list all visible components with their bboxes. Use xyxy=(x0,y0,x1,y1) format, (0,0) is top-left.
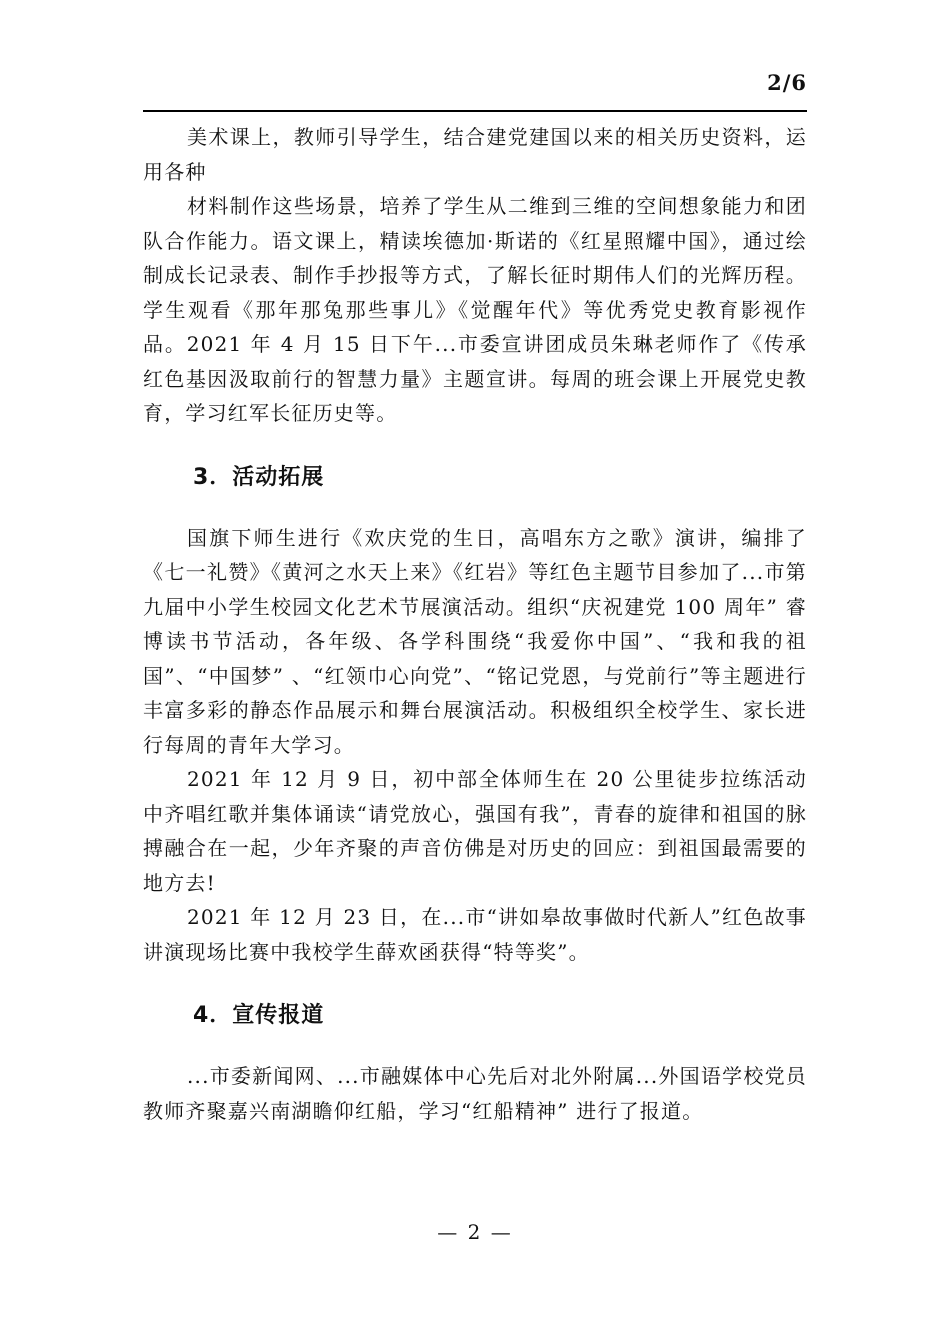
intro-paragraph-1: 美术课上，教师引导学生，结合建党建国以来的相关历史资料，运用各种 xyxy=(143,125,807,184)
section3-paragraph-2: 2021 年 12 月 9 日，初中部全体师生在 20 公里徒步拉练活动中齐唱红歌并集体诵读“请党放心，强国有我”，青春的旋律和祖国的脉搏融合在一起，少年齐聚的声音仿佛是对历史的回应：到祖国最需要的地方去! xyxy=(143,767,807,895)
intro-paragraph-2: 材料制作这些场景，培养了学生从二维到三维的空间想象能力和团队合作能力。语文课上，精读埃德加·斯诺的《红星照耀中国》，通过绘制成长记录表、制作手抄报等方式，了解长征时期伟人们的光辉历程。学生观看《那年那兔那些事儿》《觉醒年代》等优秀党史教育影视作品。2021 年 4 月 15 日下午...市委宣讲团成员朱琳老师作了《传承红色基因汲取前行的智慧力量》主题宣讲。每周的班会课上开展党史教育，学习红军长征历史等。 xyxy=(143,194,807,425)
section-heading-activity-expansion: 3．活动拓展 xyxy=(193,464,325,490)
section4-paragraph-1: ...市委新闻网、...市融媒体中心先后对北外附属...外国语学校党员教师齐聚嘉兴南湖瞻仰红船，学习“红船精神” 进行了报道。 xyxy=(143,1064,807,1123)
header-rule xyxy=(143,110,807,112)
section3-paragraph-1: 国旗下师生进行《欢庆党的生日，高唱东方之歌》演讲，编排了《七一礼赞》《黄河之水天上来》《红岩》等红色主题节目参加了...市第九届中小学生校园文化艺术节展演活动。组织“庆祝建党 100 周年” 睿博读书节活动，各年级、各学科围绕“我爱你中国”、“我和我的祖国”、“中国梦” 、“红领巾心向党”、“铭记党恩，与党前行”等主题进行丰富多彩的静态作品展示和舞台展演活动。积极组织全校学生、家长进行每周的青年大学习。 xyxy=(143,525,807,757)
page-counter: 2/6 xyxy=(767,70,807,95)
section3-paragraph-3: 2021 年 12 月 23 日，在...市“讲如皋故事做时代新人”红色故事讲演现场比赛中我校学生薛欢函获得“特等奖”。 xyxy=(143,905,807,964)
section-heading-publicity: 4．宣传报道 xyxy=(193,1003,325,1028)
document-body xyxy=(143,120,807,1128)
footer-page-number: — 2 — xyxy=(437,1220,513,1244)
